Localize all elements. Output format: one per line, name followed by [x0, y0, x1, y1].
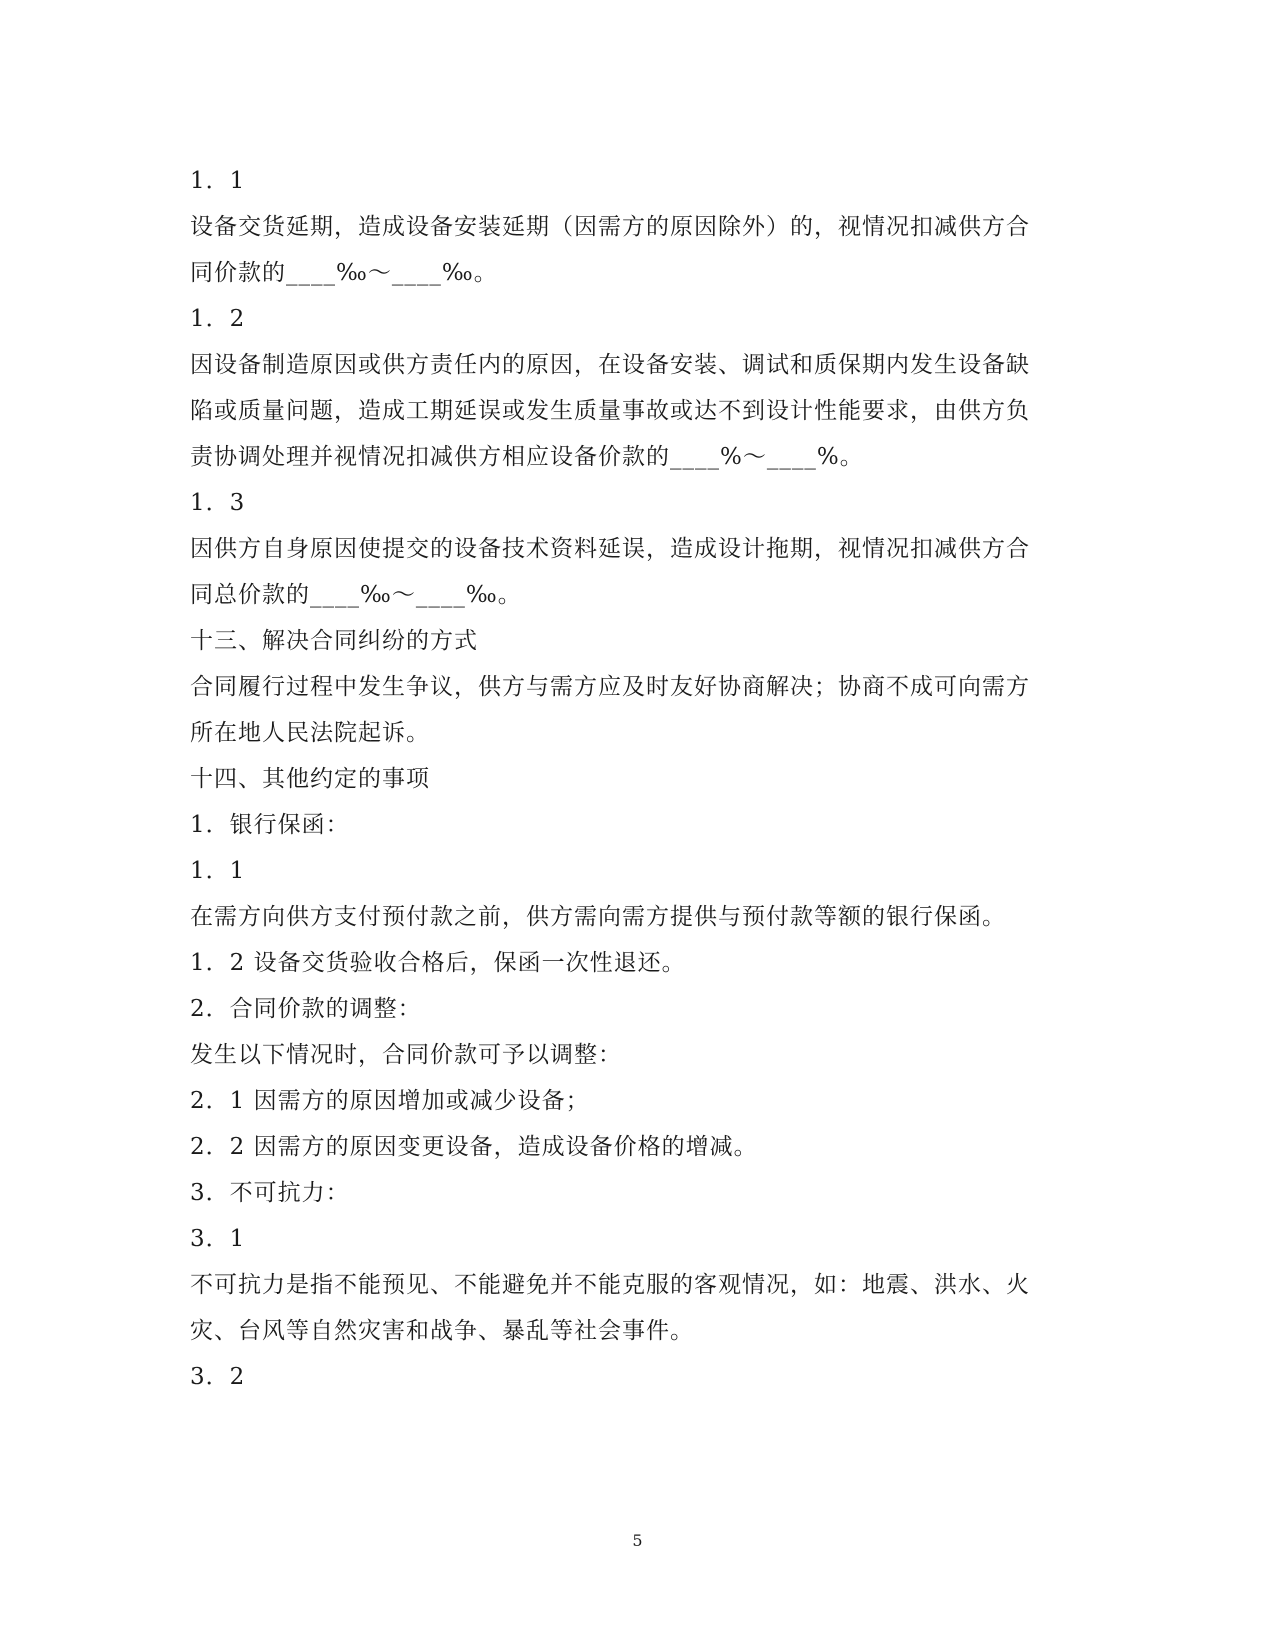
page-number: 5: [632, 1531, 643, 1550]
paragraph-line: 1．2 设备交货验收合格后，保函一次性退还。: [190, 950, 686, 976]
paragraph-line: 陷或质量问题，造成工期延误或发生质量事故或达不到设计性能要求，由供方负: [190, 398, 1030, 424]
paragraph-line: 同价款的____‰～____‰。: [190, 260, 498, 286]
clause-number: 1．1: [190, 168, 246, 194]
paragraph-line: 2．1 因需方的原因增加或减少设备；: [190, 1088, 590, 1114]
clause-number: 3．1: [190, 1226, 246, 1252]
subsection-heading: 3．不可抗力：: [190, 1180, 350, 1206]
subsection-heading: 2．合同价款的调整：: [190, 996, 422, 1022]
paragraph-line: 在需方向供方支付预付款之前，供方需向需方提供与预付款等额的银行保函。: [190, 904, 1006, 930]
paragraph-line: 因供方自身原因使提交的设备技术资料延误，造成设计拖期，视情况扣减供方合: [190, 536, 1030, 562]
clause-number: 3．2: [190, 1364, 246, 1390]
paragraph-line: 发生以下情况时，合同价款可予以调整：: [190, 1042, 622, 1068]
paragraph-line: 2．2 因需方的原因变更设备，造成设备价格的增减。: [190, 1134, 758, 1160]
clause-number: 1．1: [190, 858, 246, 884]
paragraph-line: 不可抗力是指不能预见、不能避免并不能克服的客观情况，如：地震、洪水、火: [190, 1272, 1030, 1298]
paragraph-line: 责协调处理并视情况扣减供方相应设备价款的____%～____%。: [190, 444, 864, 470]
clause-number: 1．2: [190, 306, 246, 332]
paragraph-line: 同总价款的____‰～____‰。: [190, 582, 522, 608]
paragraph-line: 灾、台风等自然灾害和战争、暴乱等社会事件。: [190, 1318, 694, 1344]
clause-number: 1．3: [190, 490, 246, 516]
paragraph-line: 因设备制造原因或供方责任内的原因，在设备安装、调试和质保期内发生设备缺: [190, 352, 1030, 378]
paragraph-line: 设备交货延期，造成设备安装延期（因需方的原因除外）的，视情况扣减供方合: [190, 214, 1030, 240]
section-heading: 十三、解决合同纠纷的方式: [190, 628, 478, 654]
subsection-heading: 1．银行保函：: [190, 812, 350, 838]
section-heading: 十四、其他约定的事项: [190, 766, 430, 792]
paragraph-line: 所在地人民法院起诉。: [190, 720, 430, 746]
paragraph-line: 合同履行过程中发生争议，供方与需方应及时友好协商解决；协商不成可向需方: [190, 674, 1030, 700]
